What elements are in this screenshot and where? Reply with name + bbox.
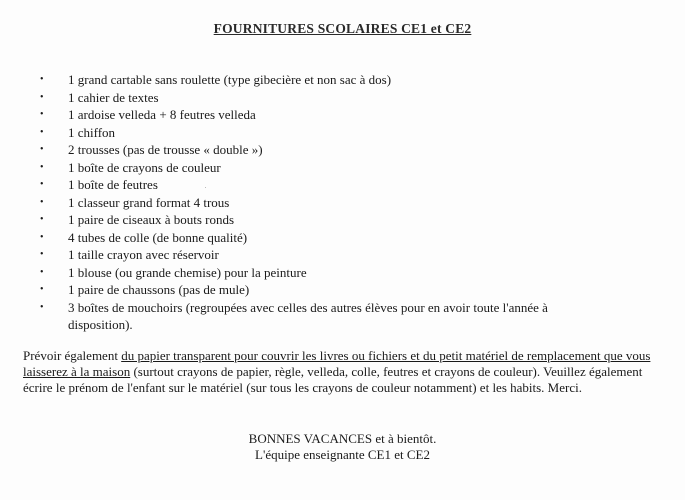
bullet-icon: • bbox=[40, 144, 44, 155]
instructions-paragraph bbox=[23, 348, 668, 396]
document-title: FOURNITURES SCOLAIRES CE1 et CE2 bbox=[213, 21, 472, 36]
list-item: • 1 chiffon bbox=[40, 124, 116, 140]
list-item: • 4 tubes de colle (de bonne qualité) bbox=[40, 229, 248, 245]
bullet-icon: • bbox=[40, 266, 44, 278]
bullet-icon: • bbox=[40, 231, 44, 243]
list-item: • 3 boîtes de mouchoirs (regroupées avec celles des autres élèves pour en avoir toute l'année à disposition). bbox=[40, 299, 548, 332]
list-item: • 2 trousses (pas de trousse « double ») bbox=[40, 142, 263, 157]
list-item: • 1 blouse (ou grande chemise) pour la peinture bbox=[40, 264, 307, 280]
paragraph-underlined: du papier transparent pour couvrir les livres ou fichiers et du petit matériel de remplacement que vous laisserez à la maison bbox=[23, 348, 651, 379]
supply-list bbox=[40, 71, 640, 334]
list-item: • 1 paire de chaussons (pas de mule) bbox=[40, 282, 250, 297]
paragraph-intro: Prévoir également bbox=[23, 348, 122, 363]
list-item: • 1 boîte de feutres bbox=[40, 177, 158, 192]
list-item: • 1 grand cartable sans roulette (type gibecière et non sac à dos) bbox=[40, 72, 392, 87]
list-item: • 1 paire de ciseaux à bouts ronds bbox=[40, 212, 235, 227]
bullet-icon: • bbox=[40, 91, 44, 103]
closing-greeting: BONNES VACANCES et à bientôt. bbox=[248, 431, 437, 446]
list-item: • 1 boîte de crayons de couleur bbox=[40, 159, 221, 175]
list-item: • 1 ardoise velleda + 8 feutres velleda bbox=[40, 107, 256, 122]
bullet-icon: • bbox=[40, 249, 44, 260]
bullet-icon: • bbox=[40, 196, 44, 208]
list-item: • 1 classeur grand format 4 trous bbox=[40, 194, 230, 210]
bullet-icon: • bbox=[40, 109, 44, 120]
paragraph-after: (surtout crayons de papier, règle, velleda, colle, feutres et crayons de couleur). Veuillez également écrire le prénom de l'enfant sur le matériel (sur tous les crayons de couleur notamment) et les habits. Merci. bbox=[23, 364, 643, 395]
scan-speck bbox=[205, 187, 206, 188]
bullet-icon: • bbox=[40, 74, 44, 85]
bullet-icon: • bbox=[40, 301, 44, 313]
list-item: • 1 cahier de textes bbox=[40, 89, 159, 105]
bullet-icon: • bbox=[40, 179, 44, 190]
bullet-icon: • bbox=[40, 161, 44, 173]
closing-block bbox=[0, 431, 685, 463]
bullet-icon: • bbox=[40, 284, 44, 295]
closing-signature: L'équipe enseignante CE1 et CE2 bbox=[255, 447, 430, 462]
list-item: • 1 taille crayon avec réservoir bbox=[40, 247, 219, 262]
bullet-icon: • bbox=[40, 214, 44, 225]
bullet-icon: • bbox=[40, 126, 44, 138]
